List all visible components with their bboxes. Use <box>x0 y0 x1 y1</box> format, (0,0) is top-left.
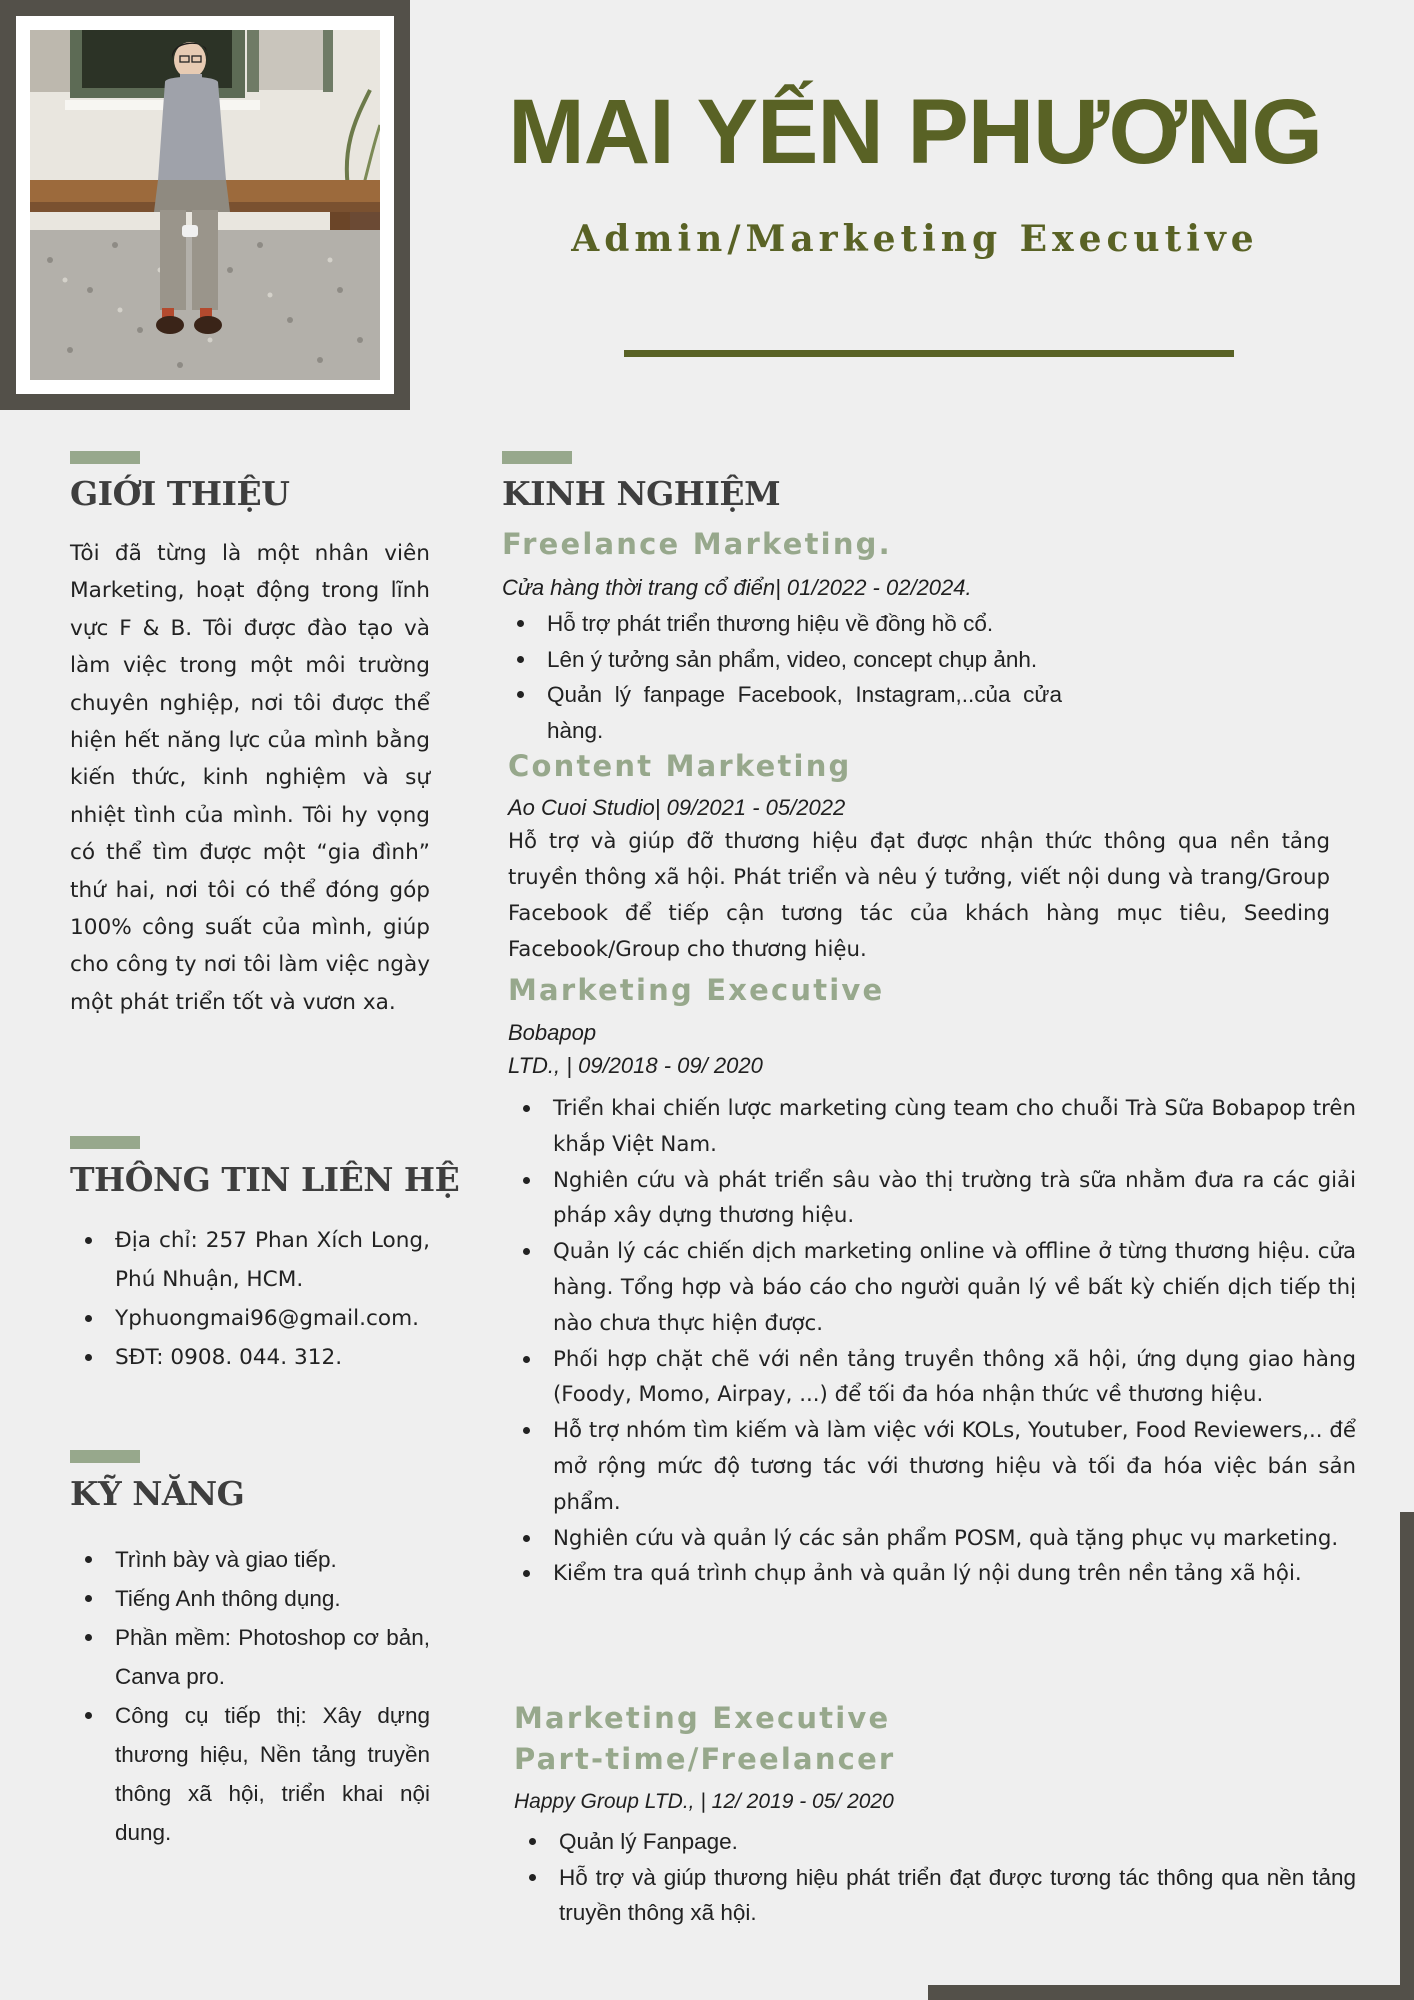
contact-email: Yphuongmai96@gmail.com. <box>70 1299 430 1338</box>
profile-photo-mat <box>16 16 394 394</box>
profile-photo-illustration <box>30 30 380 380</box>
job-bullet: Quản lý các chiến dịch marketing online và offline ở từng thương hiệu. cửa hàng. Tổng hợp và báo cáo cho người quản lý về bất kỳ chiến dịch tiếp thị nào chưa thực hiện được. <box>508 1234 1356 1341</box>
intro-section-title: GIỚI THIỆU <box>70 474 290 513</box>
job-bullet: Quản lý fanpage Facebook, Instagram,..của cửa hàng. <box>502 677 1062 748</box>
skill-item: Phần mềm: Photoshop cơ bản, Canva pro. <box>70 1618 430 1696</box>
job-bullet: Kiểm tra quá trình chụp ảnh và quản lý nội dung trên nền tảng xã hội. <box>508 1556 1356 1592</box>
job-role: Marketing Executive <box>508 973 885 1007</box>
profile-photo-frame <box>0 0 410 410</box>
job-description: Hỗ trợ và giúp đỡ thương hiệu đạt được nhận thức thông qua nền tảng truyền thông xã hội. Phát triển và nêu ý tưởng, viết nội dung và trang/Group Facebook để tiếp cận tương tác của khách hàng mục tiêu, Seeding Facebook/Group cho thương hiệu. <box>508 829 1330 962</box>
job-bullet: Triển khai chiến lược marketing cùng team cho chuỗi Trà Sữa Bobapop trên khắp Việt Nam. <box>508 1091 1356 1163</box>
job-role: Marketing Executive <box>514 1701 891 1735</box>
experience-section-title: KINH NGHIỆM <box>502 474 781 513</box>
job-meta: Cửa hàng thời trang cổ điển| 01/2022 - 02/2024. <box>502 575 972 600</box>
skill-item: Tiếng Anh thông dụng. <box>70 1579 430 1618</box>
profile-photo <box>30 30 380 380</box>
job-meta: Ao Cuoi Studio| 09/2021 - 05/2022 <box>508 795 846 820</box>
job-meta: Happy Group LTD., | 12/ 2019 - 05/ 2020 <box>514 1790 894 1813</box>
job-role: Freelance Marketing. <box>502 527 892 561</box>
contact-section-title: THÔNG TIN LIÊN HỆ <box>70 1160 460 1199</box>
contact-address: Địa chỉ: 257 Phan Xích Long, Phú Nhuận, HCM. <box>70 1221 430 1299</box>
candidate-name: MAI YẾN PHƯƠNG <box>508 81 1322 183</box>
job-role-subtitle: Part-time/Freelancer <box>514 1742 896 1776</box>
intro-accent-bar <box>70 451 140 464</box>
contact-list <box>70 1221 430 1377</box>
skill-item: Công cụ tiếp thị: Xây dựng thương hiệu, Nền tảng truyền thông xã hội, triển khai nội dung. <box>70 1696 430 1852</box>
job-role: Content Marketing <box>508 749 852 783</box>
skills-list <box>70 1540 430 1852</box>
candidate-job-title: Admin/Marketing Executive <box>571 218 1259 260</box>
job-bullet: Hỗ trợ phát triển thương hiệu về đồng hồ cổ. <box>502 606 1062 642</box>
job-bullet: Hỗ trợ nhóm tìm kiếm và làm việc với KOLs, Youtuber, Food Reviewers,.. để mở rộng mức độ tương tác với thương hiệu và tối đa hóa việc bán sản phẩm. <box>508 1413 1356 1520</box>
job-bullet: Phối hợp chặt chẽ với nền tảng truyền thông xã hội, ứng dụng giao hàng (Foody, Momo, Airpay, ...) để tối đa hóa nhận thức về thương hiệu. <box>508 1342 1356 1414</box>
job-meta: LTD., | 09/2018 - 09/ 2020 <box>508 1053 763 1078</box>
job-bullets <box>514 1824 1356 1931</box>
header-divider <box>624 350 1234 357</box>
skill-item: Trình bày và giao tiếp. <box>70 1540 430 1579</box>
job-bullet: Nghiên cứu và quản lý các sản phẩm POSM, quà tặng phục vụ marketing. <box>508 1521 1356 1557</box>
intro-text: Tôi đã từng là một nhân viên Marketing, hoạt động trong lĩnh vực F & B. Tôi được đào tạo và làm việc trong một môi trường chuyên nghiệp, nơi tôi được thể hiện hết năng lực của mình bằng kiến thức, kinh nghiệm và sự nhiệt tình của mình. Tôi hy vọng có thể tìm được một “gia đình” thứ hai, nơi tôi có thể đóng góp 100% công suất của mình, giúp cho công ty nơi tôi làm việc ngày một phát triển tốt và vươn xa. <box>70 541 430 1015</box>
job-bullet: Hỗ trợ và giúp thương hiệu phát triển đạt được tương tác thông qua nền tảng truyền thông xã hội. <box>514 1860 1356 1931</box>
job-bullet: Quản lý Fanpage. <box>514 1824 1356 1860</box>
skills-accent-bar <box>70 1450 140 1463</box>
skills-section-title: KỸ NĂNG <box>70 1474 245 1513</box>
experience-accent-bar <box>502 451 572 464</box>
job-bullets <box>502 606 1062 748</box>
contact-phone: SĐT: 0908. 044. 312. <box>70 1338 430 1377</box>
contact-accent-bar <box>70 1136 140 1149</box>
corner-decoration-right <box>1400 1512 1414 2000</box>
job-bullet: Lên ý tưởng sản phẩm, video, concept chụp ảnh. <box>502 642 1062 678</box>
job-company: Bobapop <box>508 1020 597 1045</box>
job-bullets <box>508 1091 1356 1592</box>
job-bullet: Nghiên cứu và phát triển sâu vào thị trường trà sữa nhằm đưa ra các giải pháp xây dựng thương hiệu. <box>508 1163 1356 1235</box>
corner-decoration-bottom <box>928 1985 1414 2000</box>
